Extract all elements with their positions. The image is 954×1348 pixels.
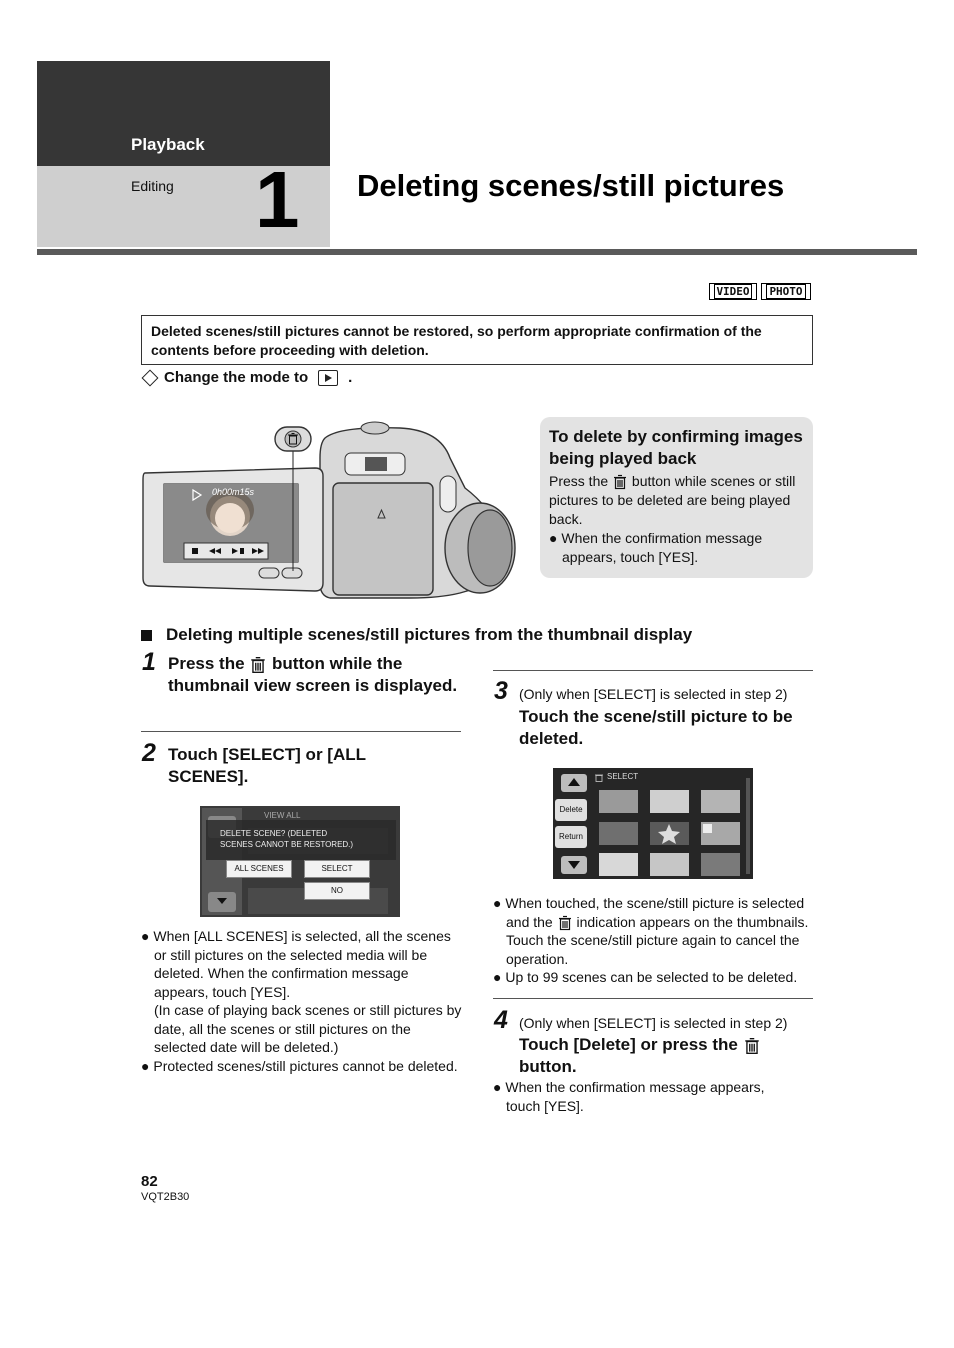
step-1-number: 1 <box>142 648 156 676</box>
screen-header: VIEW ALL <box>264 811 301 820</box>
mode-text: Change the mode to <box>164 369 309 386</box>
select-thumbnail-screen <box>553 768 753 879</box>
step-4-condition: (Only when [SELECT] is selected in step 2) <box>519 1015 788 1031</box>
step-3-condition: (Only when [SELECT] is selected in step 2) <box>519 686 788 702</box>
return-button[interactable]: Return <box>555 826 587 848</box>
model-code: VQT2B30 <box>141 1191 190 1203</box>
side-note-text: Press the button while scenes or still pictures to be deleted are being played back. <box>549 473 796 527</box>
step-1-text: Press the button while the thumbnail view screen is displayed. <box>168 654 458 695</box>
trash-icon <box>557 915 573 931</box>
step-4-text: Touch [Delete] or press the button. <box>519 1034 809 1078</box>
diamond-icon <box>142 369 159 386</box>
note-confirm: ● When the confirmation message appears, touch [YES]. <box>493 1079 765 1114</box>
square-bullet-icon <box>141 630 152 641</box>
video-mode-tag: VIDEO <box>709 283 757 300</box>
page-number: 82 <box>141 1173 158 1190</box>
left-notes <box>141 927 463 1075</box>
select-button[interactable]: SELECT <box>304 860 370 878</box>
no-button[interactable]: NO <box>304 882 370 900</box>
title-rule <box>37 249 917 255</box>
photo-mode-tag: PHOTO <box>761 283 811 300</box>
divider <box>493 670 813 671</box>
playback-counter: 0h00m15s <box>212 487 255 497</box>
chapter-number: 1 <box>255 155 300 244</box>
divider <box>141 731 461 732</box>
delete-confirm-screen <box>200 806 400 917</box>
warning-box: Deleted scenes/still pictures cannot be restored, so perform appropriate confirmation of the contents before proceeding with deletion. <box>141 315 813 365</box>
delete-button[interactable]: Delete <box>555 799 587 821</box>
confirm-message: DELETE SCENE? (DELETED SCENES CANNOT BE RESTORED.) <box>220 829 354 849</box>
note-touched: ● When touched, the scene/still picture is selected and the indication appears on the thumbnails. Touch the scene/still picture again to cancel the operation. <box>493 895 809 967</box>
note-by-date: (In case of playing back scenes or still pictures by date, all the scenes or still pictures on the selected date will be deleted.) <box>154 1002 462 1055</box>
select-screen-header: SELECT <box>607 772 639 781</box>
subsection-label: Editing <box>131 178 174 194</box>
right-notes <box>493 894 815 987</box>
step-4-number: 4 <box>494 1006 508 1034</box>
mode-suffix: . <box>348 369 353 386</box>
step-2-number: 2 <box>142 739 156 767</box>
side-note-bullet: ● When the confirmation message appears, touch [YES]. <box>549 530 763 565</box>
trash-icon <box>249 656 267 674</box>
trash-icon <box>743 1037 761 1055</box>
note-all-scenes: ● When [ALL SCENES] is selected, all the scenes or still pictures on the selected media will be deleted. When the confirmation message appears, touch [YES]. <box>141 928 451 1000</box>
note-protected: ● Protected scenes/still pictures cannot be deleted. <box>141 1057 458 1074</box>
section-label: Playback <box>131 135 205 154</box>
page-title: Deleting scenes/still pictures <box>357 168 785 203</box>
section-heading: Deleting multiple scenes/still pictures from the thumbnail display <box>141 625 692 645</box>
all-scenes-button[interactable]: ALL SCENES <box>226 860 292 878</box>
step-2-text: Touch [SELECT] or [ALL SCENES]. <box>168 745 366 786</box>
step-3-number: 3 <box>494 677 508 705</box>
playback-mode-icon <box>318 370 338 386</box>
side-note-box <box>540 417 813 578</box>
note-limit: ● Up to 99 scenes can be selected to be deleted. <box>493 969 798 985</box>
side-note-title: To delete by confirming images being played back <box>549 427 803 468</box>
divider <box>493 998 813 999</box>
trash-icon <box>612 474 628 490</box>
camera-illustration <box>140 418 520 600</box>
mode-instruction <box>141 369 352 386</box>
step-3-text: Touch the scene/still picture to be deleted. <box>519 707 793 748</box>
